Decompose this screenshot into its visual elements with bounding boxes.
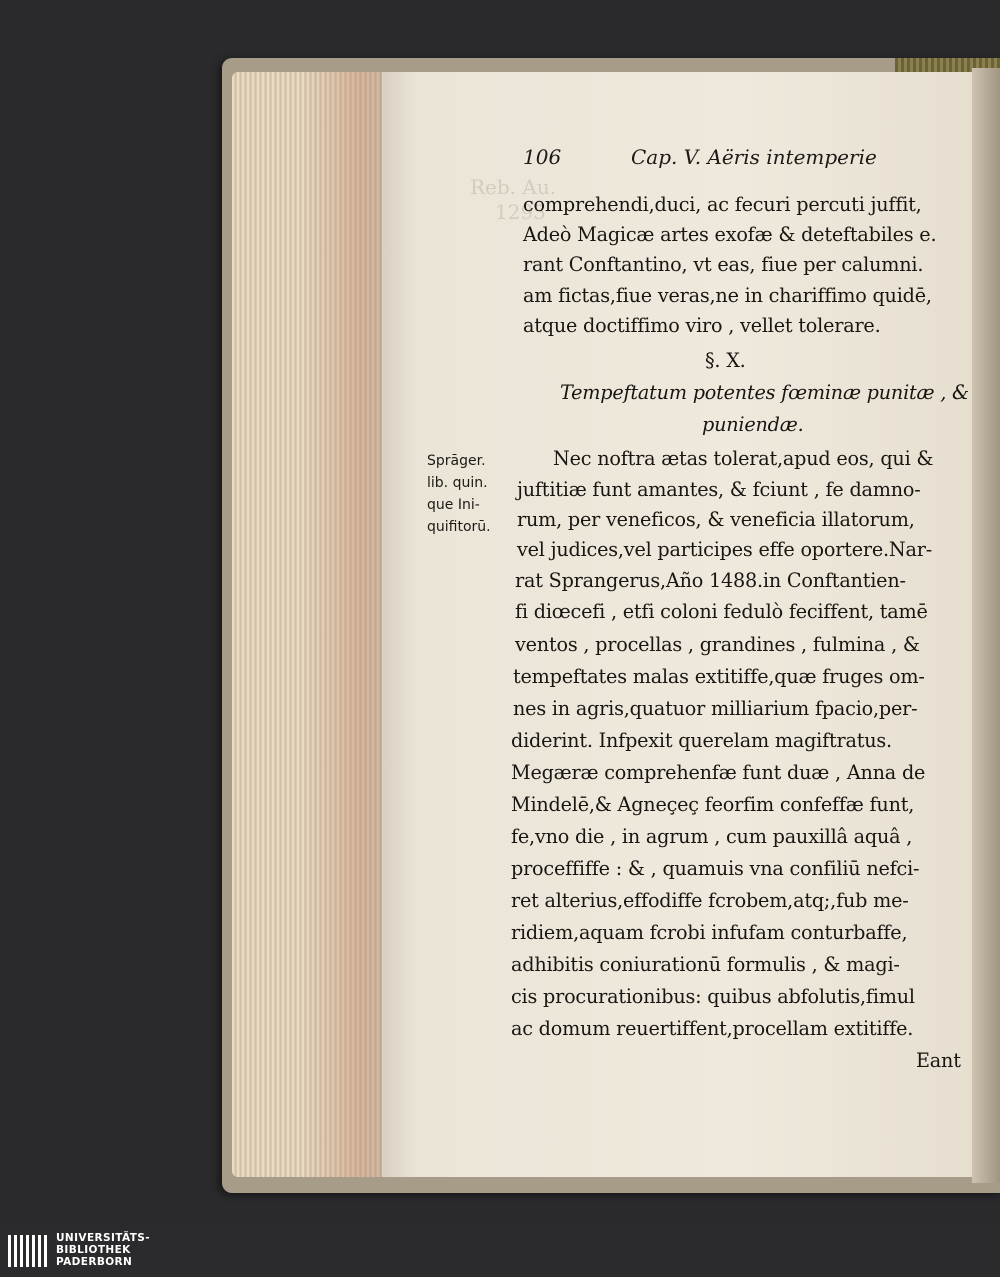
show-through-text: Reb. Au. <box>470 175 557 199</box>
text-line: fe,vno die , in agrum , cum pauxillâ aquâ , <box>511 825 913 848</box>
text-line: vel judices,vel participes effe oportere.Nar- <box>517 538 932 561</box>
text-line: proceffiffe : & , quamuis vna confiliū nefci- <box>511 857 920 880</box>
margin-note-line: lib. quin. <box>427 475 488 491</box>
library-name-line: UNIVERSITÄTS- <box>56 1232 151 1244</box>
text-line: ac domum reuertiffent,procellam extitiffe. <box>511 1017 914 1040</box>
show-through-text: 1295 <box>495 200 546 224</box>
margin-note-line: quifitorū. <box>427 519 491 535</box>
text-line: atque doctiffimo viro , vellet tolerare. <box>523 314 881 337</box>
text-line: ridiem,aquam fcrobi infufam conturbaffe, <box>511 921 908 944</box>
running-title: Cap. V. Aëris intemperie <box>631 145 877 169</box>
text-line: cis procurationibus: quibus abfolutis,fimul <box>511 985 915 1008</box>
text-line: nes in agris,quatuor milliarium fpacio,per- <box>513 697 918 720</box>
page-number: 106 <box>523 145 562 169</box>
text-line: Nec noftra ætas tolerat,apud eos, qui & <box>553 447 934 470</box>
library-logo-icon <box>6 1231 48 1269</box>
text-line: fi diœcefi , etfi coloni fedulò feciffent, tamē <box>515 600 928 623</box>
page-edges-shading <box>300 72 385 1177</box>
section-heading-continued: puniendæ. <box>702 413 804 436</box>
section-heading: Tempeftatum potentes fœminæ punitæ , & <box>560 381 969 404</box>
running-head <box>523 145 903 175</box>
text-line: adhibitis coniurationū formulis , & magi- <box>511 953 900 976</box>
page-gutter <box>972 68 1000 1183</box>
text-line: ventos , procellas , grandines , fulmina , & <box>515 633 920 656</box>
text-line: ret alterius,effodiffe fcrobem,atq;,fub me- <box>511 889 909 912</box>
text-line: am fictas,fiue veras,ne in chariffimo quidē, <box>523 284 932 307</box>
margin-note-line: Sprāger. <box>427 453 486 469</box>
text-line: rat Sprangerus,Año 1488.in Conftantien- <box>515 569 906 592</box>
text-line: rant Conftantino, vt eas, fiue per calumni. <box>523 253 924 276</box>
catchword: Eant <box>916 1049 961 1072</box>
text-line: diderint. Infpexit querelam magiftratus. <box>511 729 892 752</box>
section-number: §. X. <box>705 349 746 372</box>
text-line: tempeftates malas extitiffe,quæ fruges om- <box>513 665 925 688</box>
library-name-line: PADERBORN <box>56 1256 133 1268</box>
text-line: Adeò Magicæ artes exofæ & deteftabiles e. <box>523 223 937 246</box>
library-name-line: BIBLIOTHEK <box>56 1244 131 1256</box>
text-line: rum, per veneficos, & veneficia illatorum, <box>517 508 915 531</box>
text-line: comprehendi,duci, ac fecuri percuti juffit, <box>523 193 922 216</box>
text-line: Mindelē,& Agneçeç feorfim confeffæ funt, <box>511 793 915 816</box>
text-line: juftitiæ funt amantes, & fciunt , fe damno- <box>517 478 921 501</box>
margin-note-line: que Ini- <box>427 497 480 513</box>
text-line: Megæræ comprehenfæ funt duæ , Anna de <box>511 761 926 784</box>
